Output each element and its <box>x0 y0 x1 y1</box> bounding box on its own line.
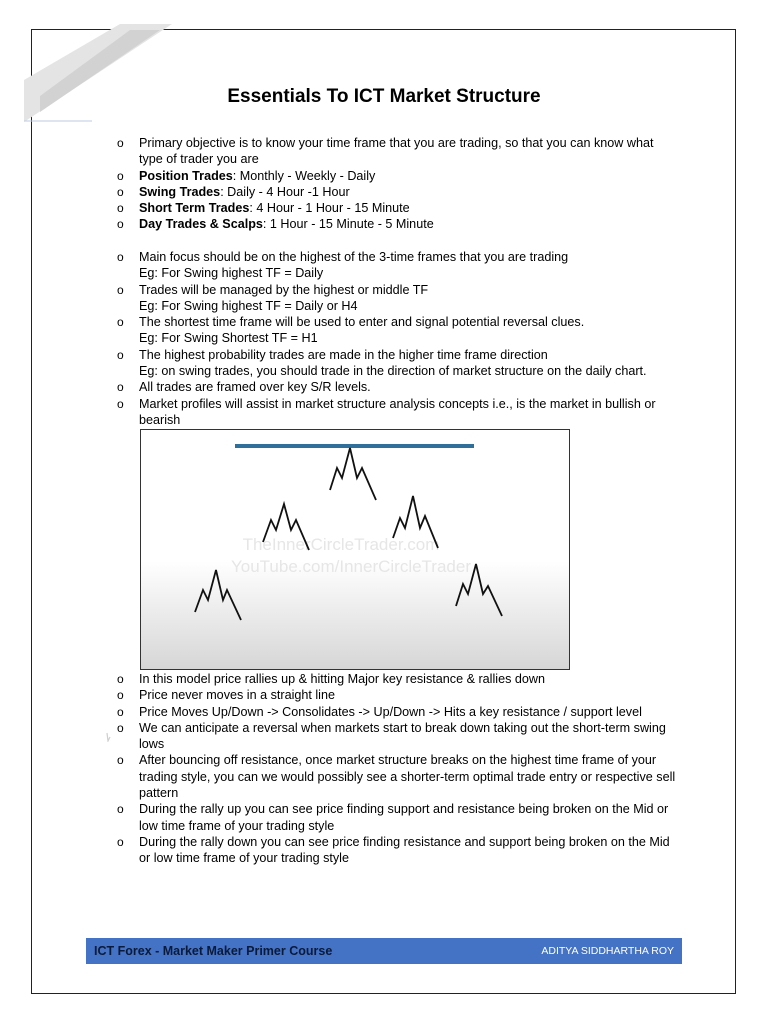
list-item: o Short Term Trades: 4 Hour - 1 Hour - 15 Minute <box>115 200 680 216</box>
list-item: o All trades are framed over key S/R levels. <box>115 379 680 395</box>
list-item: o After bouncing off resistance, once market structure breaks on the highest time frame of your trading style, you can we would possibly see a shorter-term optimal trade entry or respective sell pattern <box>115 752 680 801</box>
watermark-text: YouTube.com/InnerCircleTrader <box>230 557 472 576</box>
list-item: o Main focus should be on the highest of the 3-time frames that you are trading Eg: For Swing highest TF = Daily <box>115 249 680 282</box>
list-item: o During the rally down you can see price finding resistance and support being broken on the Mid or low time frame of your trading style <box>115 834 680 867</box>
list-item: o Price Moves Up/Down -> Consolidates -> Up/Down -> Hits a key resistance / support level <box>115 704 680 720</box>
list-item: o During the rally up you can see price finding support and resistance being broken on the Mid or low time frame of your trading style <box>115 801 680 834</box>
list-item: o Market profiles will assist in market structure analysis concepts i.e., is the market in bullish or bearish <box>115 396 680 429</box>
focus-list <box>115 249 680 428</box>
list-item: o In this model price rallies up & hitting Major key resistance & rallies down <box>115 671 680 687</box>
list-item: o The shortest time frame will be used to enter and signal potential reversal clues. Eg: For Swing Shortest TF = H1 <box>115 314 680 347</box>
course-title: ICT Forex - Market Maker Primer Course <box>94 944 333 958</box>
page-title: Essentials To ICT Market Structure <box>227 86 541 107</box>
corner-decoration <box>0 0 200 130</box>
author-name: ADITYA SIDDHARTHA ROY <box>541 945 674 957</box>
list-item: o Trades will be managed by the highest or middle TF Eg: For Swing highest TF = Daily or H4 <box>115 282 680 315</box>
footer-bar <box>86 938 682 964</box>
watermark-text: TheInnerCircleTrader.com <box>242 535 440 554</box>
list-item: o We can anticipate a reversal when markets start to break down taking out the short-term swing lows <box>115 720 680 753</box>
list-item: o Day Trades & Scalps: 1 Hour - 15 Minute - 5 Minute <box>115 216 680 232</box>
timeframe-list <box>115 135 680 233</box>
list-item: o Primary objective is to know your time frame that you are trading, so that you can know what type of trader you are <box>115 135 680 168</box>
list-item: o Swing Trades: Daily - 4 Hour -1 Hour <box>115 184 680 200</box>
stray-mark <box>106 732 111 742</box>
list-item: o Position Trades: Monthly - Weekly - Daily <box>115 168 680 184</box>
list-item: o The highest probability trades are made in the higher time frame direction Eg: on swing trades, you should trade in the direction of market structure on the daily chart. <box>115 347 680 380</box>
market-structure-figure <box>140 429 570 670</box>
list-item: o Price never moves in a straight line <box>115 687 680 703</box>
model-list <box>115 671 680 867</box>
